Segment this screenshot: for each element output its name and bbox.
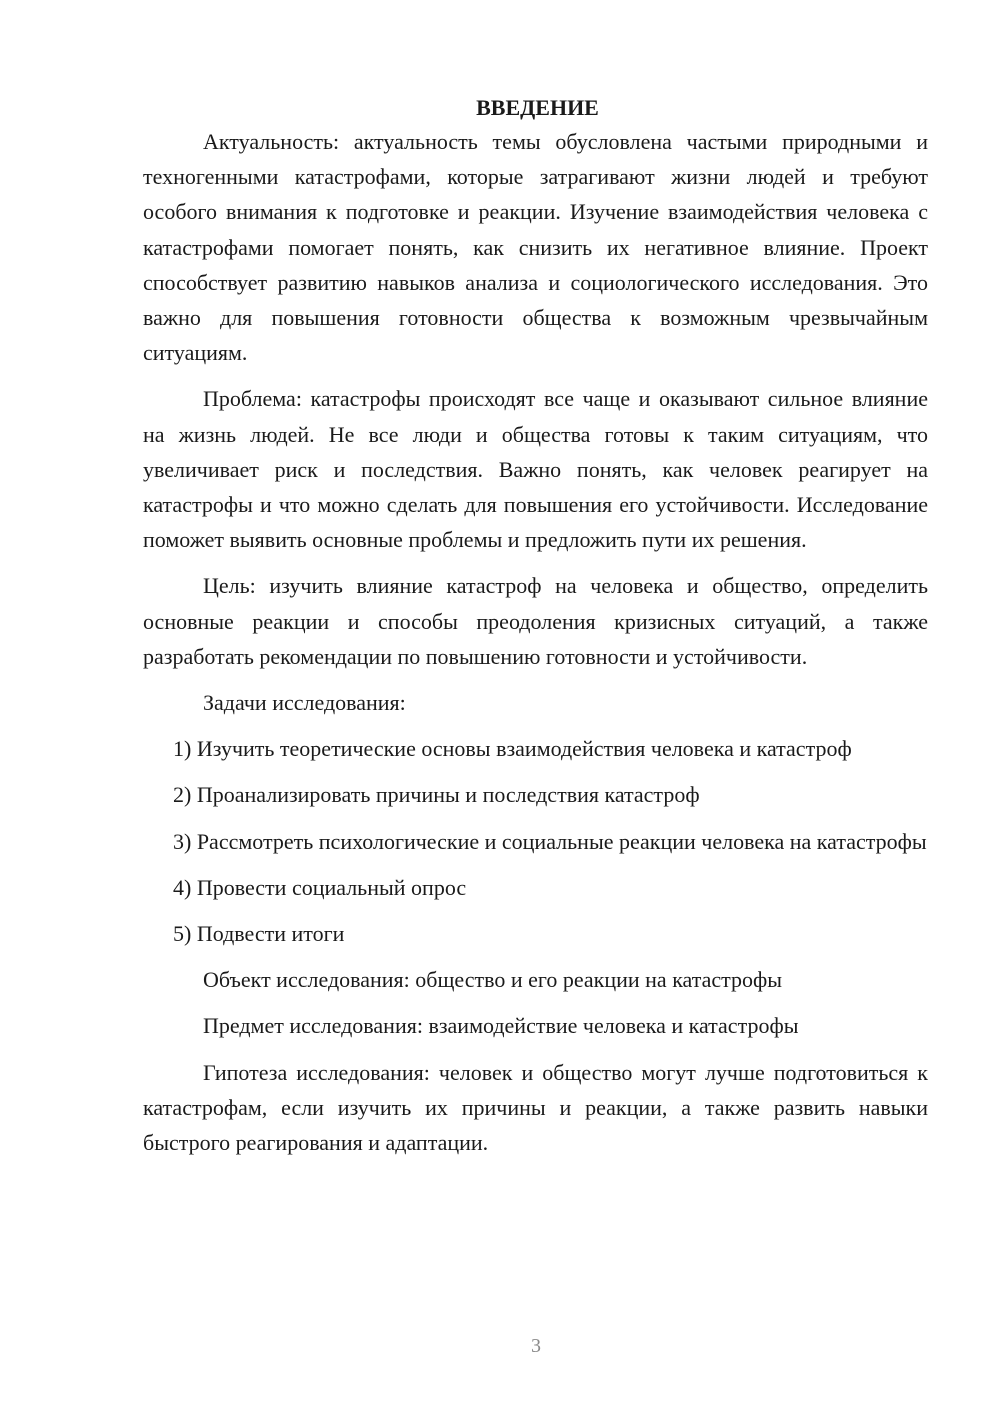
task-item-2: 2) Проанализировать причины и последствия катастроф: [173, 782, 700, 808]
document-page: [143, 92, 928, 1171]
paragraph-relevance: Актуальность: актуальность темы обусловлена частыми природными и техногенными катастрофами, которые затрагивают жизни людей и требуют особого внимания к подготовке и реакции. Изучение взаимодействия человека с катастрофами помогает понять, как снизить их негативное влияние. Проект способствует развитию навыков анализа и социологического исследования. Это важно для повышения готовности общества к возможным чрезвычайным ситуациям.: [143, 129, 928, 366]
section-title: ВВЕДЕНИЕ: [476, 95, 599, 120]
task-item-1: 1) Изучить теоретические основы взаимодействия человека и катастроф: [173, 736, 852, 762]
page-number: 3: [531, 1335, 541, 1357]
task-item-5: 5) Подвести итоги: [173, 921, 345, 947]
task-item-4: 4) Провести социальный опрос: [173, 874, 467, 900]
paragraph-subject: Предмет исследования: взаимодействие человека и катастрофы: [203, 1013, 799, 1039]
paragraph-hypothesis: Гипотеза исследования: человек и общество могут лучше подготовиться к катастрофам, если изучить их причины и реакции, а также развить навыки быстрого реагирования и адаптации.: [143, 1059, 928, 1156]
paragraph-object: Объект исследования: общество и его реакции на катастрофы: [203, 967, 783, 993]
task-item-3: 3) Рассмотреть психологические и социальные реакции человека на катастрофы: [173, 828, 927, 854]
paragraph-goal: Цель: изучить влияние катастроф на человека и общество, определить основные реакции и способы преодоления кризисных ситуаций, а также разработать рекомендации по повышению готовности и устойчивости.: [143, 573, 928, 669]
paragraph-tasks-heading: Задачи исследования:: [203, 690, 406, 716]
paragraph-problem: Проблема: катастрофы происходят все чаще и оказывают сильное влияние на жизнь людей. Не все люди и общества готовы к таким ситуациям, что увеличивает риск и последствия. Важно понять, как человек реагирует на катастрофы и что можно сделать для повышения его устойчивости. Исследование поможет выявить основные проблемы и предложить пути их решения.: [143, 386, 928, 553]
